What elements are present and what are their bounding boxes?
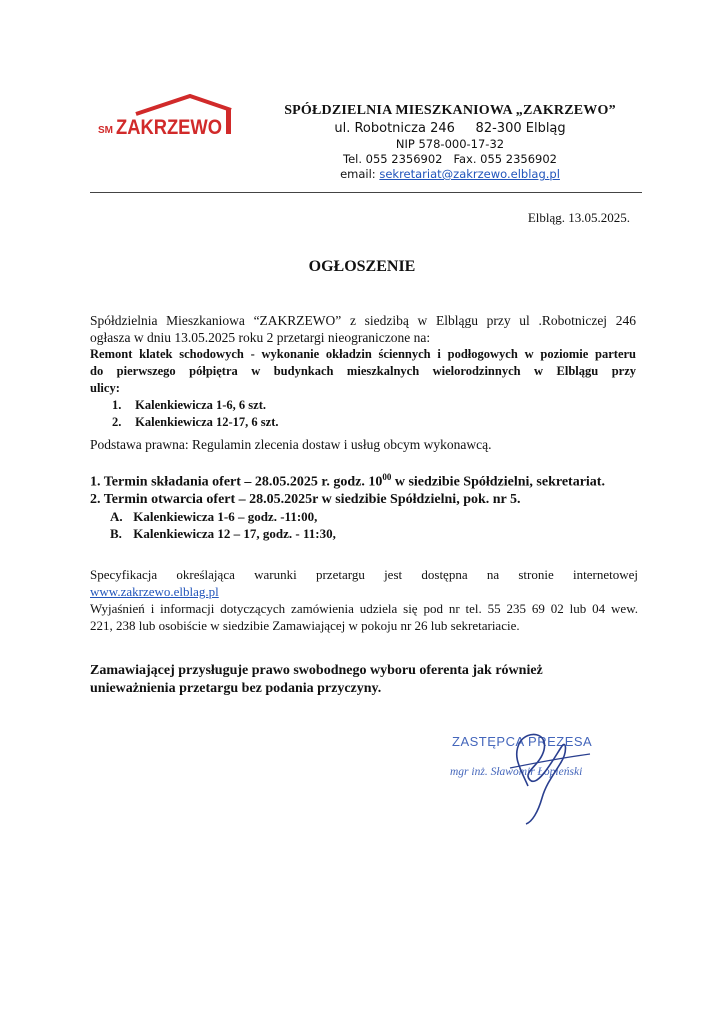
term-item-letter: B. (110, 525, 122, 541)
term-opening-item (90, 508, 650, 525)
stamp-name: mgr inż. Sławomir Łopieński (450, 766, 583, 778)
subject-item-text: Kalenkiewicza 12-17, 6 szt. (135, 415, 279, 429)
term-item-letter: A. (110, 508, 123, 524)
intro-section (90, 312, 636, 431)
spec-line-3: Wyjaśnień i informacji dotyczących zamówienia udziela się pod nr tel. 55 235 69 02 lub 04 wew. (90, 601, 638, 616)
organization-email-line (240, 167, 660, 181)
company-logo (96, 88, 241, 138)
stamp-role: ZASTĘPCA PREZESA (452, 734, 593, 749)
terms-section (90, 469, 650, 542)
intro-line-1: Spółdzielnia Mieszkaniowa “ZAKRZEWO” z siedzibą w Elblągu przy ul .Robotniczej 246 (90, 313, 636, 328)
handwritten-signature-icon (450, 728, 630, 828)
spec-line-1: Specyfikacja określająca warunki przetargu jest dostępna na stronie internetowej (90, 567, 638, 582)
subject-item (90, 414, 636, 431)
term-submission (90, 469, 650, 491)
organization-name: SPÓŁDZIELNIA MIESZKANIOWA „ZAKRZEWO” (284, 103, 616, 118)
organization-address: ul. Robotnicza 246 82-300 Elbląg (334, 121, 566, 136)
term-submission-text: 1. Termin składania ofert – 28.05.2025 r. godz. 10 (90, 474, 383, 490)
closing-line-1: Zamawiającej przysługuje prawo swobodnego wyboru oferenta jak również (90, 663, 543, 678)
subject-item-text: Kalenkiewicza 1-6, 6 szt. (135, 398, 267, 412)
subject-line-2: do pierwszego półpiętra w budynkach mieszkalnych wielorodzinnych w Elblągu przy (90, 364, 636, 378)
email-label: email: (340, 167, 376, 181)
term-opening-item (90, 525, 650, 542)
term-item-text: Kalenkiewicza 1-6 – godz. -11:00, (133, 508, 318, 524)
subject-item-number: 1. (112, 398, 122, 412)
logo-name: ZAKRZEWO (116, 116, 222, 138)
legal-basis: Podstawa prawna: Regulamin zlecenia dostaw i usług obcym wykonawcą. (90, 437, 492, 452)
term-item-text: Kalenkiewicza 12 – 17, godz. - 11:30, (133, 525, 336, 541)
organization-nip: NIP 578-000-17-32 (395, 137, 505, 151)
signature-stamp (450, 728, 630, 828)
term-submission-place: w siedzibie Spółdzielni, sekretariat. (391, 474, 605, 490)
intro-line-2: ogłasza w dniu 13.05.2025 roku 2 przetargi nieograniczone na: (90, 330, 431, 345)
document-title: OGŁOSZENIE (308, 258, 416, 275)
website-link[interactable]: www.zakrzewo.elblag.pl (90, 584, 219, 599)
subject-line-3: ulicy: (90, 381, 120, 395)
specification-section (90, 566, 638, 634)
letterhead (240, 103, 660, 181)
spec-line-4: 221, 238 lub osobiście w siedzibie Zamawiającej w pokoju nr 26 lub sekretariacie. (90, 618, 520, 633)
term-submission-minutes: 00 (382, 472, 392, 482)
email-link[interactable]: sekretariat@zakrzewo.elblag.pl (379, 167, 560, 181)
document-date: Elbląg. 13.05.2025. (527, 210, 630, 225)
term-opening: 2. Termin otwarcia ofert – 28.05.2025r w siedzibie Spółdzielni, pok. nr 5. (90, 491, 521, 507)
organization-phone-fax: Tel. 055 2356902 Fax. 055 2356902 (343, 152, 557, 166)
header-divider (90, 192, 642, 193)
logo-prefix: SM (98, 125, 113, 136)
closing-line-2: unieważnienia przetargu bez podania przyczyny. (90, 681, 382, 696)
closing-section (90, 662, 543, 698)
subject-line-1: Remont klatek schodowych - wykonanie okładzin ściennych i podłogowych w poziomie parteru (90, 347, 636, 361)
subject-item-number: 2. (112, 415, 122, 429)
subject-item (90, 397, 636, 414)
